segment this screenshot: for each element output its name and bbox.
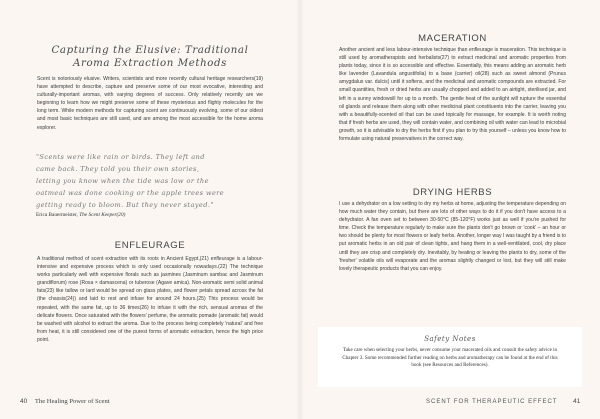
enfleurage-heading: ENFLEURAGE [114,240,186,251]
left-footer [20,398,110,405]
quote-line: getting ready to bloom. But they never stayed." [36,200,214,209]
safety-notes-box [318,327,582,387]
quote-line: came back. They told you their own stories, [36,164,200,173]
quote-author: Erica Bauermeister, [36,211,78,218]
drying-herbs-paragraph: I use a dehydrator on a low setting to dry my herbs at home, adjusting the temperature depending on how much water they contain, but there are lots of other ways to do it if you don't have access to a dehydrator. A fan oven set to between 30-50°C (85-120°F) works just as well if you're pushed for time. Check the temperature regularly to make sure the plants don't go brown or 'cook' – an hour or two should be plenty for most flowers or leafy herbs. Another, longer way I was taught by a friend is to put aromatic herbs in an old pair of clean tights, and hang them in a well-ventilated, cool, dry place until they are crisp and completely dry. Inevitably, by heating or leaving the plants to dry, some of the 'fresher' volatile oils will evaporate and the aromas slightly changed or lost, but they will still make lovely therapeutic products that you can enjoy. [339,201,566,272]
maceration-paragraph: Another ancient and less labour-intensive technique than enfleurage is maceration. This technique is still used by aromatherapists and herbalists(27) to extract medicinal and aromatic properties from plants today, since it is so accessible and effective. Essentially, this means adding an aromatic herb like lavender (Lavandula angustifolia) to a base (carrier) oil(28) such as sweet almond (Prunus amygdalus var. dulcis) until it softens, and the medicinal and aromatic compounds are extracted. For small quantities, fresh or dried herbs are usually chopped and added to an airtight, sterilised jar, and left in a sunny windowsill for up to a month. The gentle heat of the sunlight will rupture the essential oil glands and release them along with other medicinal plant constituents into the carrier, leaving you with a beautifully-scented oil that can be used topically for massage, for example. It is worth noting that if fresh herbs are used, they will contain water, and combining oil with water can lead to microbial growth, so it is advisable to dry the herbs first if you plan to try this yourself – unless you know how to formulate using natural preservatives in the correct way. [339,47,566,143]
safety-notes-title: Safety Notes [424,335,476,343]
quote-line: letting you know when the tide was low or the [36,176,209,185]
enfleurage-paragraph: A traditional method of scent extraction with its roots in Ancient Egypt,(21) enfleurage is a labour-intensive and expensive process which is only used occasionally nowadays.(22) The technique works particularly well with expensive florals such as jasmines (Jasminum sambac and Jasminum grandiflorum) rose (Rosa × damascena) or tuberose (Agave amica). Non-aromatic semi solid animal fats(23) like tallow or lard would be spread on glass plates, and flower petals spread across the fat (the chassis(24)) and laid to rest and infuse for around 24 hours.(25) This process would be repeated, with the same fat, up to 36 times(26) to infuse it with the rich, sensual aromas of the delicate flowers. Once saturated with the flowers' perfume, the aromatic pomade (aromatic fat) would be washed with alcohol to extract the aroma. Due to the process being completely 'natural' and free from heat, it is still considered one of the purest forms of aromatic extraction, hence the high price point. [37,256,263,343]
quote-line: "Scents were like rain or birds. They left and [36,153,205,161]
maceration-heading: MACERATION [418,33,487,44]
quote-book-title: The Scent Keeper(20) [79,211,126,218]
right-footer [426,398,580,405]
quote-line: oatmeal was done cooking or the apple trees were [36,188,225,197]
page-number-left: 40 [20,398,28,405]
safety-notes-text: Take care when selecting your herbs, never consume your macerated oils and consult the safety advice in Chapter 3. Some recommended further reading on herbs and aromatherapy can be found at the end of this book (see Resources and References). [342,347,558,369]
intro-paragraph: Scent is notoriously elusive. Writers, scientists and more recently cultural heritage researchers(19) have attempted to describe, capture and preserve some of our most evocative, interesting and culturally-important aromas, with varying degrees of success. Only relatively recently are we beginning to learn how we might preserve some of these mysterious and flighty molecules for the long term. While modern methods for capturing scent are continuously evolving, some of our oldest and most basic techniques are still used, and are among the most accessible for the home aroma explorer. [37,76,263,131]
section-title [37,44,263,70]
quote-attribution [36,212,276,219]
section-title-line-1: Capturing the Elusive: Traditional [51,45,249,56]
running-title-left: The Healing Power of Scent [34,398,110,405]
pull-quote [36,152,276,219]
section-title-line-2: Aroma Extraction Methods [73,58,227,69]
page-number-right: 41 [573,398,581,405]
drying-herbs-heading: DRYING HERBS [412,187,493,198]
running-title-right: SCENT FOR THERAPEUTIC EFFECT [426,399,558,405]
